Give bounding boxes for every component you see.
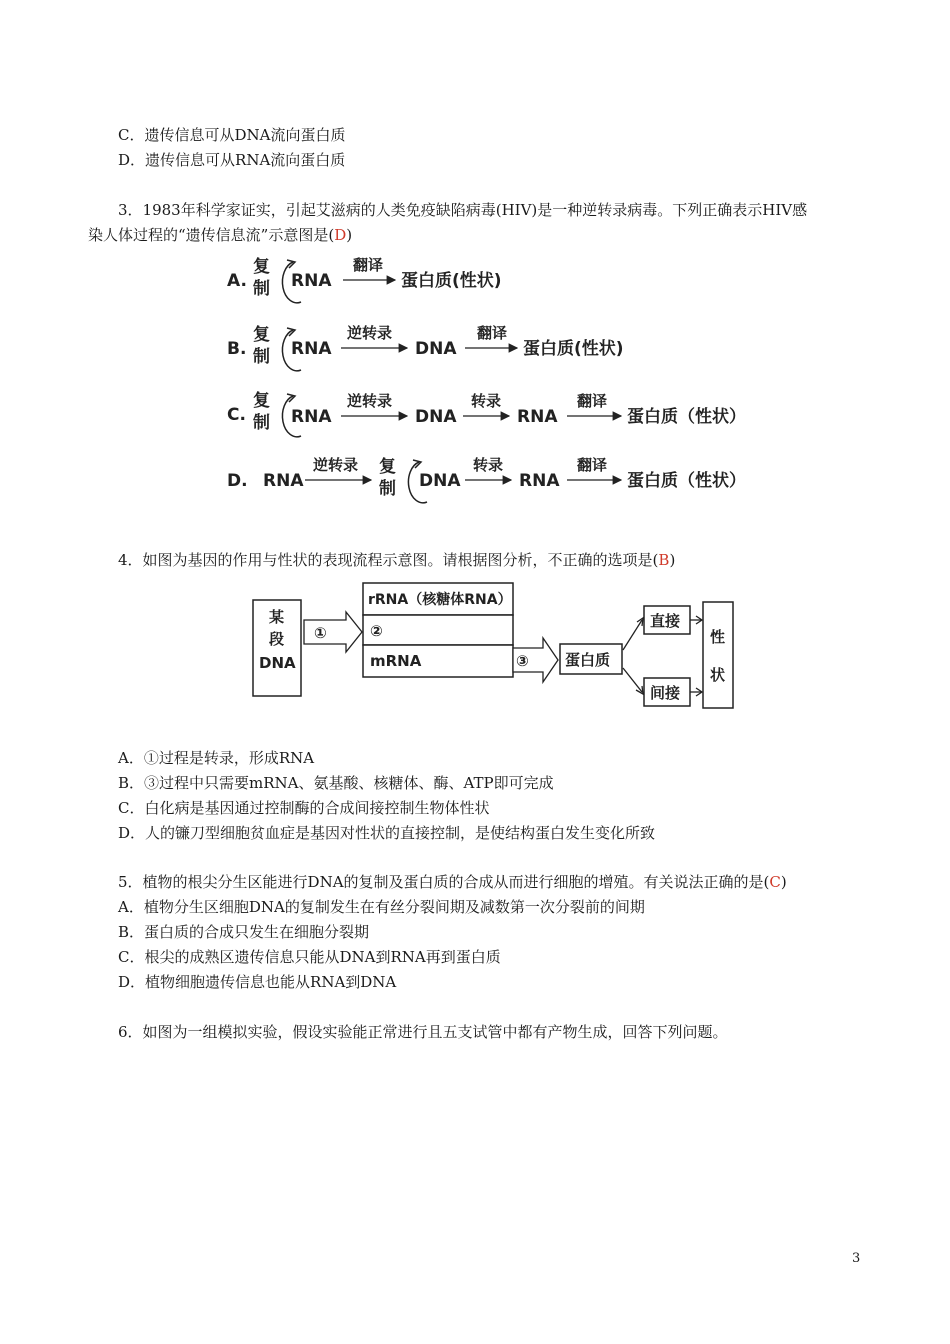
q3-fig-a-rep: 复 <box>253 257 270 277</box>
q3-fig-b-arrow1-label: 逆转录 <box>347 324 393 342</box>
q3-fig-d-arrow3-label: 翻译 <box>577 456 608 474</box>
q3-fig-a-arrow-label: 翻译 <box>353 256 384 274</box>
q4-fig-trait-line1: 性 <box>710 628 726 646</box>
q4-stem: 4．如图为基因的作用与性状的表现流程示意图。请根据图分析，不正确的选项是(B) <box>118 551 676 569</box>
q4-option-c: C．白化病是基因通过控制酶的合成间接控制生物体性状 <box>118 799 490 817</box>
q5-option-b: B．蛋白质的合成只发生在细胞分裂期 <box>118 923 370 941</box>
q3-fig-b-letter: B. <box>227 339 247 359</box>
q3-fig-c-rna: RNA <box>291 407 332 427</box>
q3-fig-a-rna: RNA <box>291 271 332 291</box>
q4-fig-branch-indirect <box>623 668 642 692</box>
q3-answer: D <box>334 226 347 244</box>
q3-fig-c-rep: 复 <box>253 391 270 411</box>
q4-fig-step1: ① <box>314 624 327 642</box>
q3-fig-c-arrow3-label: 翻译 <box>577 392 608 410</box>
q3-fig-d-rep: 复 <box>379 457 396 477</box>
q6-stem: 6．如图为一组模拟实验，假设实验能正常进行且五支试管中都有产物生成，回答下列问题。 <box>118 1023 728 1041</box>
q3-fig-d-dna: DNA <box>419 471 461 491</box>
q3-stem-line2: 染人体过程的“遗传信息流”示意图是(D) <box>88 226 353 244</box>
q5-stem: 5．植物的根尖分生区能进行DNA的复制及蛋白质的合成从而进行细胞的增殖。有关说法正确的是(C) <box>118 873 787 891</box>
q5-answer: C <box>769 873 781 891</box>
q4-option-d: D．人的镰刀型细胞贫血症是基因对性状的直接控制，是使结构蛋白发生变化所致 <box>118 824 656 842</box>
q3-fig-b-rep2: 制 <box>253 347 270 367</box>
q4-fig-trait-box <box>703 602 733 708</box>
q5-option-c: C．根尖的成熟区遗传信息只能从DNA到RNA再到蛋白质 <box>118 948 501 966</box>
q4-fig-protein: 蛋白质 <box>565 651 611 669</box>
q3-fig-b-rna: RNA <box>291 339 332 359</box>
q3-fig-a-protein: 蛋白质(性状) <box>401 271 502 291</box>
q3-figure <box>225 250 770 505</box>
q4-fig-dna-line1: 某 <box>269 608 285 626</box>
q4-figure <box>250 580 740 718</box>
q3-fig-a-letter: A. <box>227 271 247 291</box>
q3-fig-d-letter: D. <box>227 471 248 491</box>
page-number: 3 <box>852 1251 861 1266</box>
q3-fig-c-dna: DNA <box>415 407 457 427</box>
q5-option-a: A．植物分生区细胞DNA的复制发生在有丝分裂间期及减数第一次分裂前的间期 <box>118 898 645 916</box>
q3-stem-line1: 3．1983年科学家证实，引起艾滋病的人类免疫缺陷病毒(HIV)是一种逆转录病毒。下列正确表示HIV感 <box>118 201 808 219</box>
q3-fig-d-arrow1-label: 逆转录 <box>313 456 359 474</box>
q4-fig-direct: 直接 <box>650 612 681 630</box>
q3-fig-c-arrow2-label: 转录 <box>471 392 502 410</box>
q4-fig-indirect: 间接 <box>650 684 681 702</box>
q4-fig-dna-line2: 段 <box>269 630 285 648</box>
q3-fig-d-rna2: RNA <box>519 471 560 491</box>
q3-fig-c-protein: 蛋白质（性状） <box>627 407 746 427</box>
q3-fig-b-dna: DNA <box>415 339 457 359</box>
q3-fig-d-rep2: 制 <box>379 479 396 499</box>
q4-option-a: A．①过程是转录，形成RNA <box>118 749 315 767</box>
q3-fig-d-rna: RNA <box>263 471 304 491</box>
q4-fig-rrna: rRNA（核糖体RNA） <box>368 592 512 608</box>
q5-option-d: D．植物细胞遗传信息也能从RNA到DNA <box>118 973 397 991</box>
q4-fig-mrna: mRNA <box>370 652 422 670</box>
q4-fig-step3: ③ <box>516 652 529 670</box>
q3-fig-c-letter: C. <box>227 405 246 425</box>
q3-fig-a-rep2: 制 <box>253 279 270 299</box>
q3-fig-c-arrow1-label: 逆转录 <box>347 392 393 410</box>
q3-fig-b-protein: 蛋白质(性状) <box>523 339 624 359</box>
q4-answer: B <box>658 551 670 569</box>
q4-fig-dna-line3: DNA <box>259 654 296 672</box>
q4-fig-step2-box <box>363 615 513 645</box>
q3-fig-b-arrow2-label: 翻译 <box>477 324 508 342</box>
q4-fig-arrow1 <box>304 612 362 652</box>
q3-fig-c-rna2: RNA <box>517 407 558 427</box>
q4-fig-step2: ② <box>370 622 383 640</box>
q4-fig-branch-direct <box>623 620 642 650</box>
q3-fig-b-rep: 复 <box>253 325 270 345</box>
q3-fig-d-arrow2-label: 转录 <box>473 456 504 474</box>
q4-fig-trait-line2: 状 <box>710 666 726 684</box>
q3-fig-d-protein: 蛋白质（性状） <box>627 471 746 491</box>
q2-option-d: D．遗传信息可从RNA流向蛋白质 <box>118 151 346 169</box>
q4-option-b: B．③过程中只需要mRNA、氨基酸、核糖体、酶、ATP即可完成 <box>118 774 554 792</box>
q3-fig-c-rep2: 制 <box>253 413 270 433</box>
q2-option-c: C．遗传信息可从DNA流向蛋白质 <box>118 126 346 144</box>
